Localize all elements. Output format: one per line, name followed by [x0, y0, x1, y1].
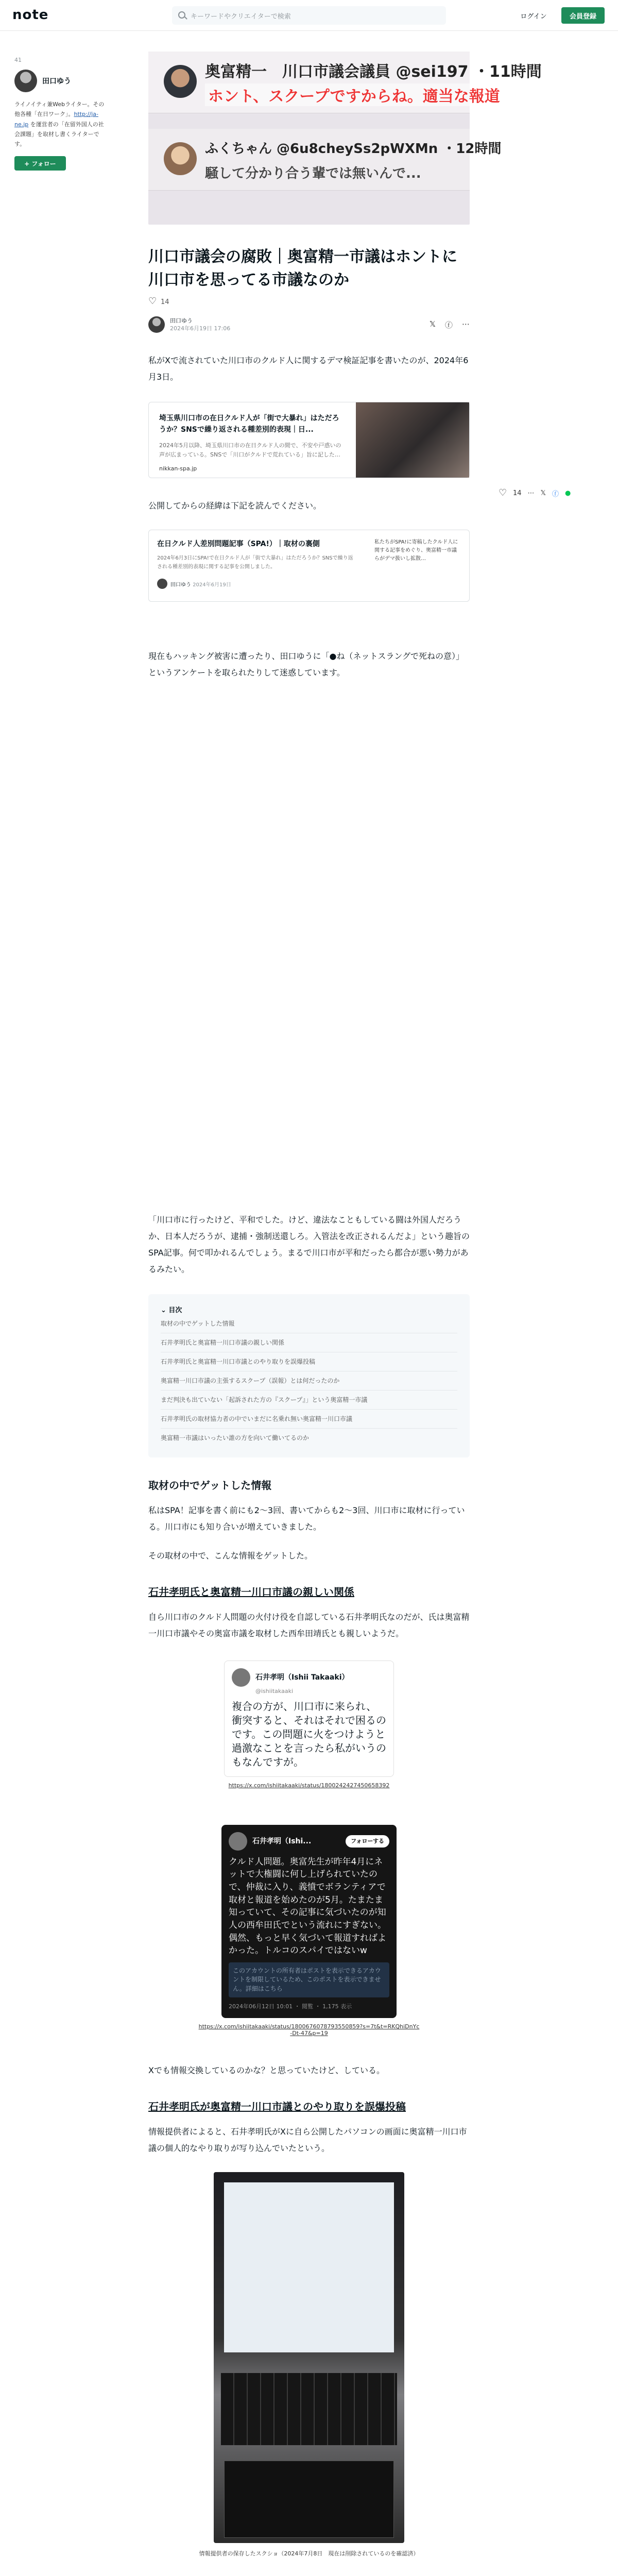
login-button[interactable]: ログイン: [520, 12, 547, 21]
signup-button[interactable]: 会員登録: [561, 7, 605, 24]
search-icon: [178, 11, 185, 19]
paragraph-7: 自ら川口市のクルド人問題の火付け役を自認している石井孝明氏なのだが、氏は奥富精一川口市議やその奥富市議を取材した西牟田靖氏とも親しいようだ。: [148, 1612, 470, 1638]
bio-link[interactable]: http://ja-ne.jp: [14, 111, 98, 128]
article: [148, 52, 542, 2576]
link-card-spa[interactable]: [148, 402, 470, 478]
tweet-text: クルド人問題。奥富先生が昨年4月にネットで大権闘に何し上げられていたので、仲裁に入り、義憤でボランティアで取材と報道を始めたのが5月。たまたま知っていて、その記事に気づいたのが知人の西牟田氏でという流れにすぎない。偶然、もっと早く気づいて報道すればよかった。トルコのスパイではないw: [229, 1856, 386, 1956]
tweet-text: 複合の方が、川口市に来られ、衝突すると、それはそれで困るのです。この問題に火をつけようと過激なことを言ったら私がいうのもなんですが。: [232, 1700, 386, 1768]
tweet-follow-button[interactable]: フォローする: [346, 1835, 389, 1848]
paragraph-intro: 私がXで流されていた川口市のクルド人に関するデマ検証記事を書いたのが、2024年6月3日。: [148, 355, 469, 382]
toc-heading[interactable]: [161, 1304, 457, 1314]
note-logo[interactable]: note: [12, 7, 49, 23]
toc-item[interactable]: 奥富精一川口市議の主張するスクープ（誤報）とは何だったのか: [161, 1371, 457, 1391]
link-card-body: [149, 402, 356, 478]
embedded-date: 2024年6月19日: [193, 582, 231, 588]
embedded-note-card[interactable]: [148, 530, 470, 602]
share-buttons: [430, 319, 470, 330]
hero-avatar-2: [164, 142, 197, 175]
link-card-thumbnail[interactable]: [356, 402, 469, 478]
photo-phone: [224, 2461, 394, 2538]
tweet-restricted-note: このアカウントの所有者はポストを表示できるアカウントを制限しているため、このポストを表示できません。詳細はこちら: [229, 1962, 389, 1997]
floating-actions: [499, 488, 571, 498]
paragraph-3: 現在もハッキング被害に遭ったり、田口ゆうに「●ね（ネットスラングで死ねの意）」というアンケートを取られたりして迷惑しています。: [148, 651, 465, 677]
embedded-author-name: 田口ゆう: [170, 582, 191, 588]
creator-name[interactable]: 田口ゆう: [42, 77, 71, 86]
embedded-tweet-2[interactable]: [198, 1825, 420, 2037]
blank-space: [148, 681, 470, 1212]
more-icon[interactable]: ⋯: [527, 489, 535, 497]
hero-avatar: [164, 65, 197, 98]
tweet-card-dark[interactable]: [221, 1825, 397, 2018]
x-share-icon[interactable]: 𝕏: [540, 489, 546, 497]
paragraph-2: 公開してからの経緯は下記を読んでください。: [148, 501, 322, 511]
paragraph-6: その取材の中で、こんな情報をゲットした。: [148, 1551, 313, 1561]
tweet-link[interactable]: https://x.com/ishiitakaaki/status/1800242427450658392: [228, 1782, 390, 1789]
hero-text-4: 騒して分かり合う輩では無いんで...: [205, 166, 421, 181]
paragraph-9: 情報提供者によると、石井孝明氏がXに自ら公開したパソコンの画面に奥富精一川口市議の個人的なやり取りが写り込んでいたという。: [148, 2127, 467, 2154]
embedded-note-author: [157, 579, 358, 589]
screenshot-photo-1[interactable]: [214, 2172, 404, 2543]
follow-button[interactable]: + フォロー: [14, 156, 66, 171]
site-header: [0, 0, 618, 31]
tweet-author-name: 石井孝明（Ishii Takaaki）: [255, 1673, 349, 1682]
photo-screen: [224, 2182, 394, 2352]
hero-text-3: ふくちゃん @6u8cheySs2pWXMn ・12時間: [205, 141, 502, 157]
embedded-note-title[interactable]: 在日クルド人差別問題記事（SPA!）｜取材の裏側: [157, 540, 320, 548]
hero-text-2: ホント、スクープですからね。適当な報道: [205, 83, 503, 106]
hero-image: [148, 52, 542, 225]
avatar: [229, 1832, 247, 1851]
photo-keyboard: [221, 2373, 397, 2445]
heart-icon[interactable]: [148, 298, 157, 306]
bio-text-suffix: を運営者の「在留外国人の社会課題」を取材し書くライターです。: [14, 121, 104, 147]
tweet-author[interactable]: [232, 1668, 386, 1687]
embedded-note-summary: 私たちがSPA!に寄稿したクルド人に関する記事をめぐり、奥富精一市議らがデマ扱いし拡散…: [374, 539, 458, 562]
publish-date: 2024年6月19日 17:06: [170, 325, 231, 332]
author-meta: [170, 317, 230, 333]
toc-item[interactable]: まだ判決も出ていない「起訴された方の『スクープ』」という奥富精一市議: [161, 1391, 457, 1410]
link-card-url[interactable]: nikkan-spa.jp: [159, 465, 197, 472]
search-input[interactable]: [172, 6, 446, 25]
embedded-tweet-1[interactable]: [198, 1660, 420, 1789]
creator-bio: [14, 99, 107, 149]
section-heading-2: 石井孝明氏と奥富精一川口市議の親しい関係: [148, 1586, 354, 1598]
avatar[interactable]: [14, 70, 37, 92]
tweet-card[interactable]: [224, 1660, 394, 1777]
search-placeholder: キーワードやクリエイターで検索: [191, 12, 291, 21]
hero-row-1: [148, 52, 542, 113]
toc-item[interactable]: 取材の中でゲットした情報: [161, 1314, 457, 1333]
x-share-icon[interactable]: 𝕏: [429, 319, 436, 329]
embedded-note-desc: 2024年6月3日にSPA!で在日クルド人が「街で大暴れ」はただろうか？SNSで繰り返される種差別的表現に関する記事を公開しました。: [157, 555, 353, 570]
bio-text: ライノイティ兼Webライター。その他各種「在日ワーク」。: [14, 101, 105, 118]
facebook-share-icon[interactable]: ⓕ: [444, 320, 453, 330]
table-of-contents: [148, 1294, 470, 1458]
author-row: [148, 316, 470, 333]
tweet-author[interactable]: [229, 1832, 389, 1851]
creator-profile[interactable]: [14, 70, 107, 92]
paragraph-5: 私はSPA！記事を書く前にも2〜3回、書いてからも2〜3回、川口市に取材に行っている。川口市にも知り合いが増えていきました。: [148, 1505, 465, 1532]
photo-caption-1: 情報提供者の保存したスクショ（2024年7月8日 現在は削除されているのを確認済）: [199, 2550, 419, 2557]
toc-item[interactable]: 奥富精一市議はいったい誰の方を向いて働いてるのか: [161, 1434, 310, 1442]
paragraph-4: 「川口市に行ったけど、平和でした。けど、違法なこともしている闘は外国人だろうか、日本人だろうが、逮捕・強制送還しろ。入管法を改正されるんだよ」という趣旨のSPA記事。何で叩かれるんでしょう。まるで川口市が平和だったら都合が悪い勢力があるみたい。: [148, 1215, 470, 1274]
toc-item[interactable]: 石井孝明氏と奥富精一川口市議の親しい関係: [161, 1333, 457, 1352]
embedded-note-body: [149, 530, 366, 601]
link-card-title[interactable]: 埼玉県川口市の在日クルド人が「街で大暴れ」はただろうか？SNSで繰り返される種差別的表現｜日...: [159, 414, 339, 434]
section-heading-1: 取材の中でゲットした情報: [148, 1479, 272, 1492]
article-title: 川口市議会の腐敗｜奥富精一市議はホントに川口市を思ってる市議なのか: [148, 248, 457, 289]
toc-list: [161, 1314, 457, 1447]
heart-icon[interactable]: [499, 489, 507, 498]
creator-sidebar: [14, 57, 107, 171]
floating-like-count: 14: [513, 489, 522, 497]
chevron-down-icon[interactable]: ⌄: [161, 1307, 169, 1314]
hero-row-2: [148, 129, 502, 191]
tweet-timestamp: 2024年06月12日 10:01 ・ 閲覧 ・ 1,175 表示: [229, 2003, 352, 2010]
avatar: [157, 579, 167, 589]
hero-text-1: 奥富精一 川口市議会議員 @sei197 ・11時間: [205, 63, 542, 81]
magazine-count: 41: [14, 57, 22, 63]
like-count[interactable]: [148, 298, 470, 306]
toc-heading-label: 目次: [168, 1307, 182, 1314]
paragraph-8: Xでも情報交換しているのかな？と思っていたけど、している。: [148, 2065, 385, 2076]
author-avatar[interactable]: [148, 316, 165, 333]
toc-item[interactable]: 石井孝明氏の取材協力者の中でいまだに名乗れ無い奥富精一川口市議: [161, 1410, 457, 1429]
tweet-handle: @ishiitakaaki: [255, 1688, 294, 1694]
section-heading-3: 石井孝明氏が奥富精一川口市議とのやり取りを誤爆投稿: [148, 2100, 406, 2113]
tweet-author-name: 石井孝明（Ishi...: [252, 1837, 312, 1845]
toc-item[interactable]: 石井孝明氏と奥富精一川口市議とのやり取りを誤爆投稿: [161, 1352, 457, 1371]
facebook-share-icon[interactable]: ⓕ: [552, 490, 559, 498]
author-name[interactable]: 田口ゆう: [170, 317, 193, 324]
tweet-link[interactable]: https://x.com/ishiitakaaki/status/1800676078793550859?s=7t&t=RKQhiDnYc-Dt-47&p=19: [198, 2023, 420, 2037]
link-card-desc: 2024年5月以降、埼玉県川口市の在日クルド人の間で、不安や戸惑いの声が広まっている。SNSで「川口がクルドで荒れている」旨に記した…: [159, 442, 341, 459]
line-share-icon[interactable]: ●: [565, 489, 571, 497]
more-share-icon[interactable]: ⋯: [462, 319, 470, 329]
avatar: [232, 1668, 250, 1687]
like-number: 14: [161, 298, 169, 306]
